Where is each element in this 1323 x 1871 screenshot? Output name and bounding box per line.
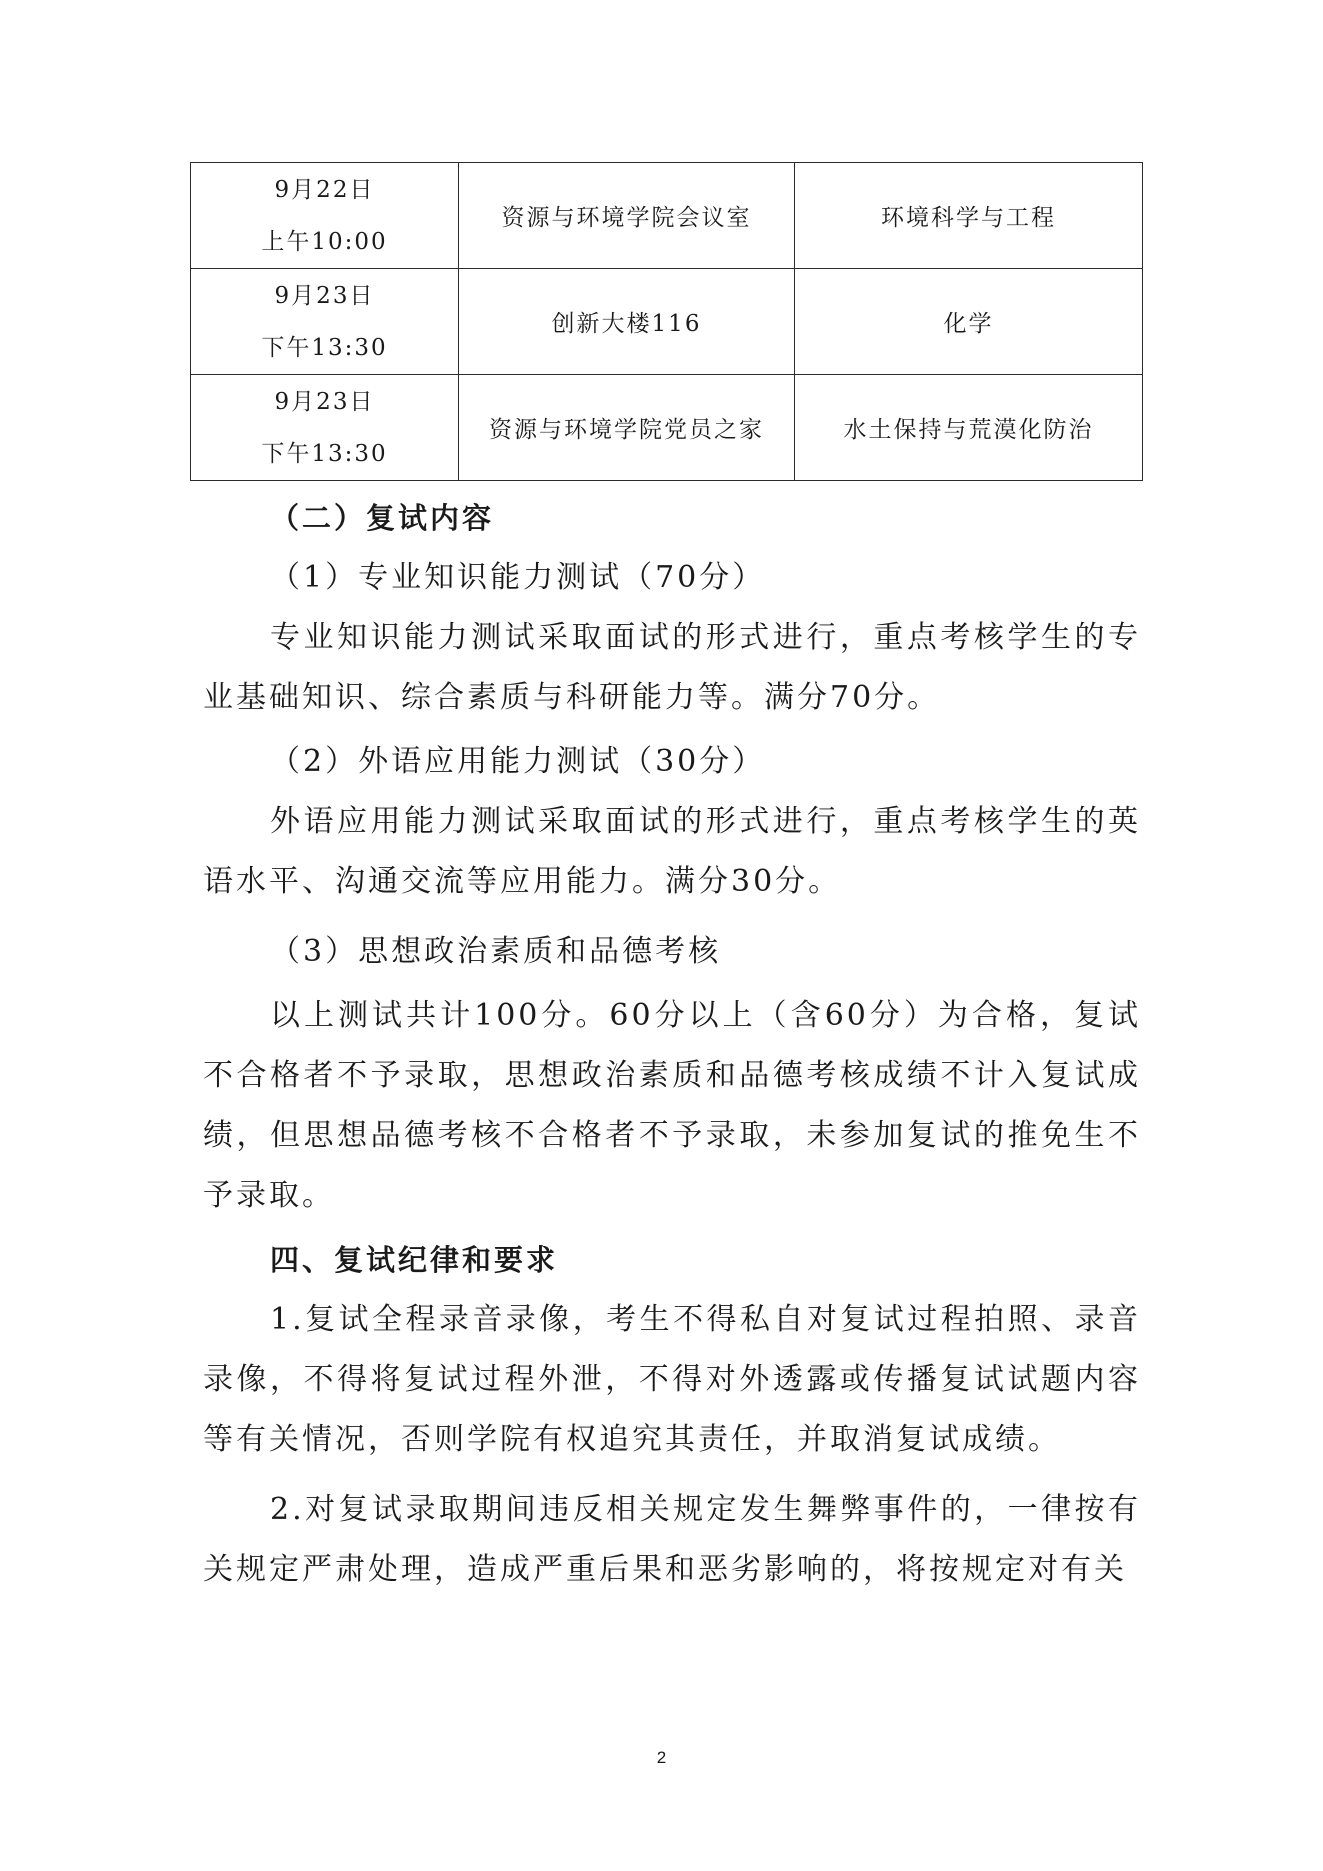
rule2-paragraph: 2.对复试录取期间违反相关规定发生舞弊事件的，一律按有关规定严肃处理，造成严重后果和恶劣影响的，将按规定对有关: [203, 1492, 1141, 1587]
major-cell: 水土保持与荒漠化防治: [795, 375, 1143, 481]
date-text: 9月23日: [274, 388, 375, 415]
date-time-cell: [191, 269, 459, 375]
item1-paragraph: 专业知识能力测试采取面试的形式进行，重点考核学生的专业基础知识、综合素质与科研能力等。满分70分。: [203, 620, 1141, 715]
item2-title: （2）外语应用能力测试（30分）: [270, 744, 766, 779]
location-cell: 资源与环境学院党员之家: [459, 375, 795, 481]
summary-paragraph: 以上测试共计100分。60分以上（含60分）为合格，复试不合格者不予录取，思想政治素质和品德考核成绩不计入复试成绩，但思想品德考核不合格者不予录取，未参加复试的推免生不予录取。: [203, 998, 1141, 1213]
document-body: [203, 488, 1141, 1600]
table-row: [191, 375, 1143, 481]
major-cell: 化学: [795, 269, 1143, 375]
item2-paragraph: 外语应用能力测试采取面试的形式进行，重点考核学生的英语水平、沟通交流等应用能力。满分30分。: [203, 804, 1141, 899]
date-time-cell: [191, 375, 459, 481]
section-heading-discipline: 四、复试纪律和要求: [270, 1243, 559, 1277]
item3-title: （3）思想政治素质和品德考核: [270, 934, 722, 969]
rule1-paragraph: 1.复试全程录音录像，考生不得私自对复试过程拍照、录音录像，不得将复试过程外泄，不得对外透露或传播复试试题内容等有关情况，否则学院有权追究其责任，并取消复试成绩。: [203, 1302, 1141, 1457]
time-text: 下午13:30: [261, 334, 388, 361]
date-text: 9月22日: [274, 176, 375, 203]
table-row: [191, 163, 1143, 269]
location-cell: 资源与环境学院会议室: [459, 163, 795, 269]
item1-title: （1）专业知识能力测试（70分）: [270, 560, 766, 595]
date-text: 9月23日: [274, 282, 375, 309]
section-heading-content: （二）复试内容: [270, 501, 495, 535]
table-row: [191, 269, 1143, 375]
major-cell: 环境科学与工程: [795, 163, 1143, 269]
date-time-cell: [191, 163, 459, 269]
time-text: 下午13:30: [261, 440, 388, 467]
page-number: 2: [656, 1748, 667, 1767]
location-cell: 创新大楼116: [459, 269, 795, 375]
time-text: 上午10:00: [261, 228, 388, 255]
schedule-table: [190, 162, 1143, 481]
